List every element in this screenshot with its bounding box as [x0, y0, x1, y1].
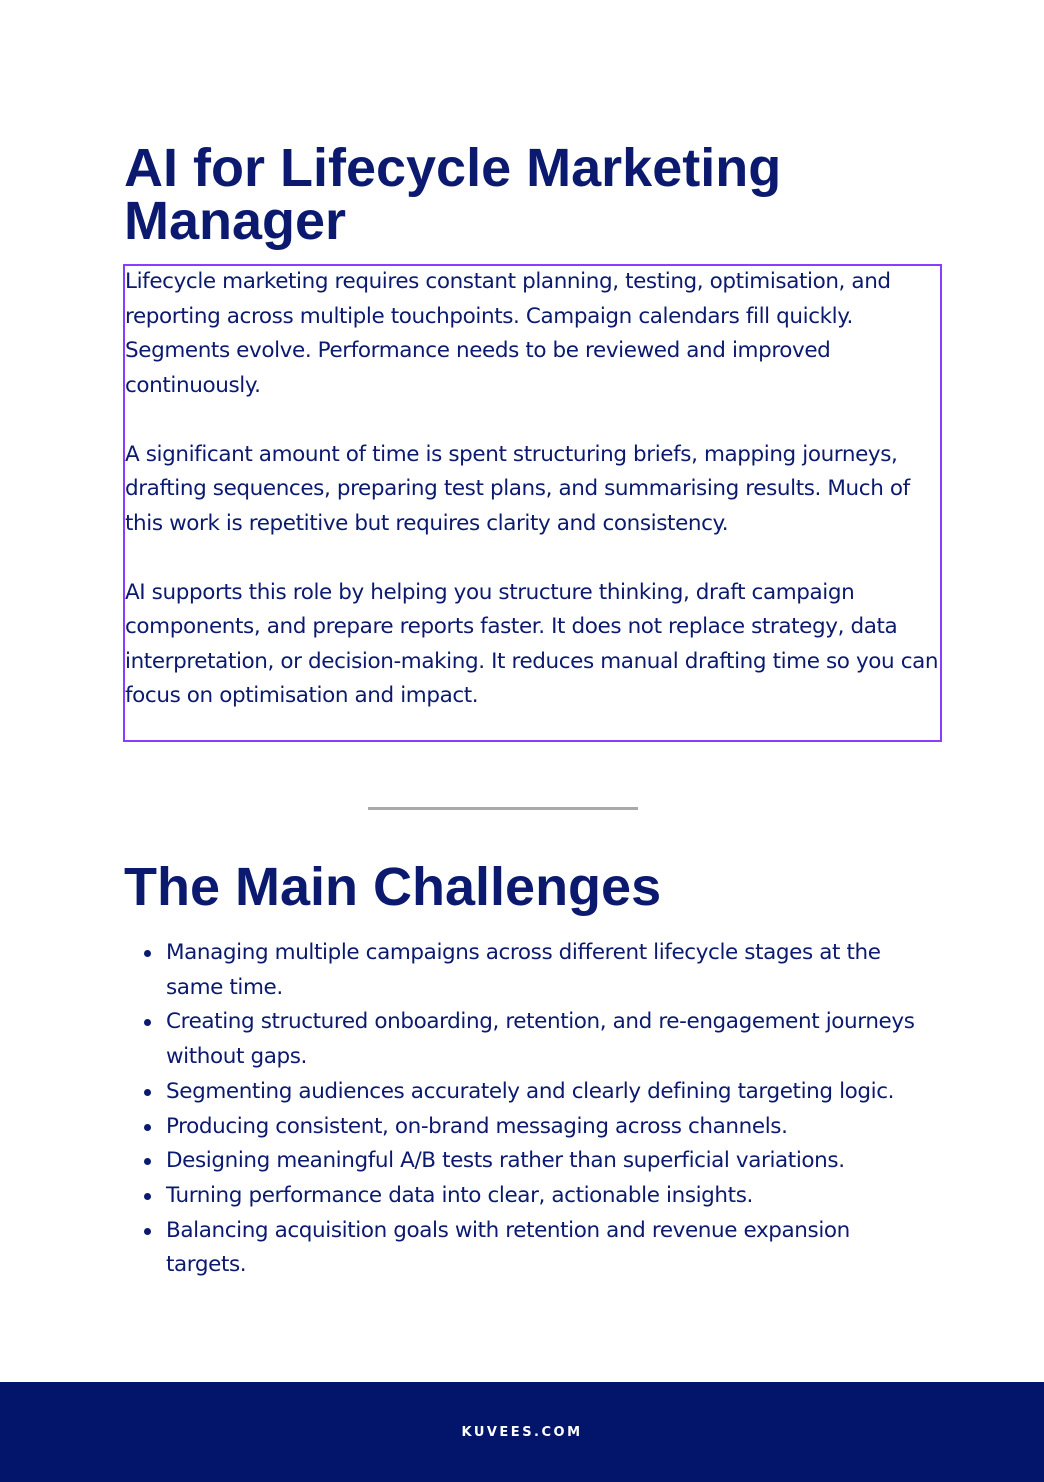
bullet-icon [144, 1158, 151, 1165]
list-item [166, 1075, 936, 1110]
bullet-icon [144, 1019, 151, 1026]
bullet-icon [144, 950, 151, 957]
page-title: AI for Lifecycle Marketing Manager [124, 138, 782, 251]
intro-paragraph: Lifecycle marketing requires constant planning, testing, optimisation, and reporting across multiple touchpoints. Campaign calendars fill quickly. Segments evolve. Performance needs to be reviewed and improved continuously. [125, 269, 891, 398]
list-item [166, 1214, 936, 1283]
list-item [166, 1005, 936, 1074]
list-item-text: Producing consistent, on-brand messaging across channels. [166, 1113, 788, 1139]
bullet-icon [144, 1193, 151, 1200]
section-divider [368, 807, 638, 810]
bullet-icon [144, 1124, 151, 1131]
section-heading: The Main Challenges [124, 857, 662, 917]
list-item-text: Balancing acquisition goals with retention and revenue expansion targets. [166, 1217, 850, 1278]
list-item [166, 936, 936, 1005]
list-item-text: Creating structured onboarding, retention, and re-engagement journeys without gaps. [166, 1009, 915, 1070]
challenges-list [166, 936, 936, 1283]
bullet-icon [144, 1089, 151, 1096]
list-item-text: Segmenting audiences accurately and clearly defining targeting logic. [166, 1078, 895, 1104]
list-item-text: Turning performance data into clear, actionable insights. [166, 1182, 753, 1208]
intro-paragraph: A significant amount of time is spent structuring briefs, mapping journeys, drafting sequences, preparing test plans, and summarising results. Much of this work is repetitive but requires clarity and consistency. [125, 441, 910, 536]
bullet-icon [144, 1228, 151, 1235]
list-item [166, 1144, 936, 1179]
list-item-text: Designing meaningful A/B tests rather than superficial variations. [166, 1148, 845, 1174]
list-item [166, 1179, 936, 1214]
footer-link[interactable]: KUVEES.COM [461, 1425, 583, 1440]
list-item-text: Managing multiple campaigns across different lifecycle stages at the same time. [166, 940, 881, 1000]
intro-paragraph: AI supports this role by helping you structure thinking, draft campaign components, and prepare reports faster. It does not replace strategy, data interpretation, or decision-making. It reduces manual drafting time so you can focus on optimisation and impact. [125, 579, 939, 708]
intro-text-block[interactable] [125, 265, 945, 748]
list-item [166, 1110, 936, 1145]
